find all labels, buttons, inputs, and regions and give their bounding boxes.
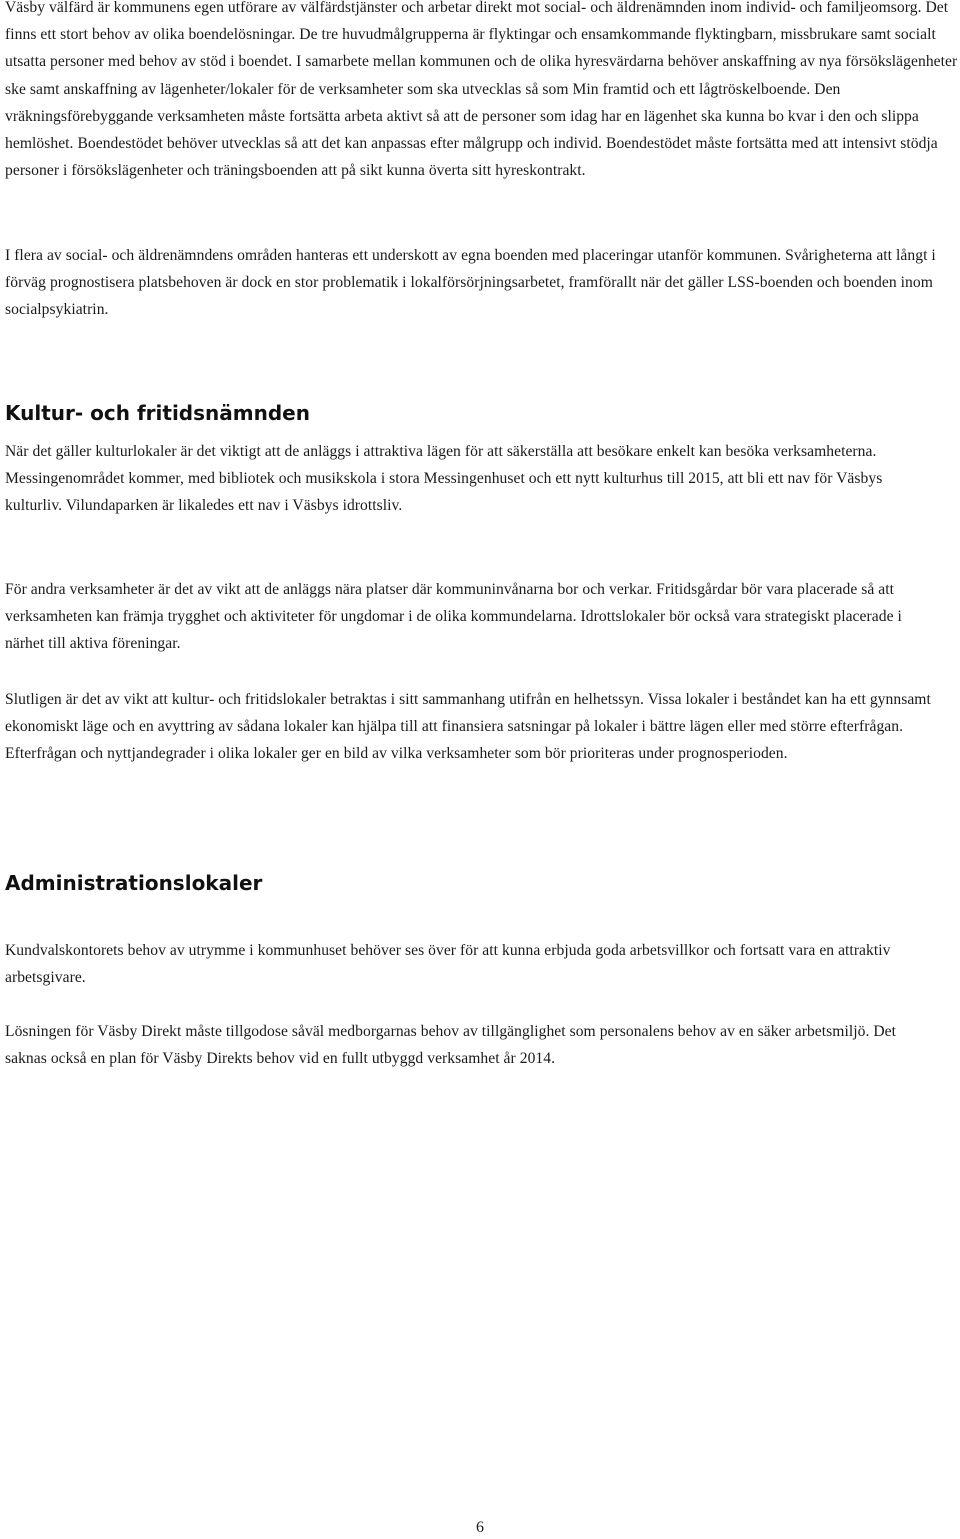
paragraph-andra-verksamheter: För andra verksamheter är det av vikt att de anläggs nära platser där kommuninvånarna bor och verkar. Fritidsgårdar bör vara placerade så att verksamheten kan främja trygghet och aktiviteter för ungdomar i de olika kommundelarna. Idrottslokaler bör också vara strategiskt placerade i närhet till aktiva föreningar. [5,581,902,653]
page-number: 6 [476,1519,484,1536]
paragraph-vasby-direkt: Lösningen för Väsby Direkt måste tillgodose såväl medborgarnas behov av tillgänglighet som personalens behov av en säker arbetsmiljö. Det saknas också en plan för Väsby Direkts behov vid en fullt utbyggd verksamhet år 2014. [5,1023,897,1068]
section-heading-kultur: Kultur- och fritidsnämnden [5,401,310,425]
paragraph-helhetssyn: Slutligen är det av vikt att kultur- och fritidslokaler betraktas i sitt sammanhang utifrån en helhetssyn. Vissa lokaler i beståndet kan ha ett gynnsamt ekonomiskt läge och en avyttring av sådana lokaler kan hjälpa till att finansiera satsningar på lokaler i bättre lägen eller med större efterfrågan. Efterfrågan och nyttjandegrader i olika lokaler ger en bild av vilka verksamheter som bör prioriteras under prognosperioden. [5,691,931,763]
paragraph-kulturlokaler: När det gäller kulturlokaler är det viktigt att de anläggs i attraktiva lägen för att säkerställa att besökare enkelt kan besöka verksamheterna. Messingenområdet kommer, med bibliotek och musikskola i stora Messingenhuset och ett nytt kulturhus till 2015, att bli ett nav för Väsbys kulturliv. Vilundaparken är likaledes ett nav i Väsbys idrottsliv. [5,443,883,515]
section-heading-administration: Administrationslokaler [5,871,263,895]
paragraph-kundvalskontoret: Kundvalskontorets behov av utrymme i kommunhuset behöver ses över för att kunna erbjuda goda arbetsvillkor och fortsatt vara en attraktiv arbetsgivare. [5,942,891,987]
paragraph-underskott: I flera av social- och äldrenämndens områden hanteras ett underskott av egna boenden med placeringar utanför kommunen. Svårigheterna att långt i förväg prognostisera platsbehoven är dock en stor problematik i lokalförsörjningsarbetet, framförallt när det gäller LSS-boenden och boenden inom socialpsykiatrin. [5,247,936,319]
paragraph-valfard: Väsby välfärd är kommunens egen utförare av välfärdstjänster och arbetar direkt mot social- och äldrenämnden inom individ- och familjeomsorg. Det finns ett stort behov av olika boendelösningar. De tre huvudmålgrupperna är flyktingar och ensamkommande flyktingbarn, missbrukare samt socialt utsatta personer med behov av stöd i boendet. I samarbete mellan kommunen och de olika hyresvärdarna behöver anskaffning av nya försökslägenheter ske samt anskaffning av lägenheter/lokaler för de verksamheter som ska utvecklas så som Min framtid och ett lågtröskelboende. Den vräkningsförebyggande verksamheten måste fortsätta arbeta aktivt så att de personer som idag har en lägenhet ska kunna bo kvar i den och slippa hemlöshet. Boendestödet behöver utvecklas så att det kan anpassas efter målgrupp och individ. Boendestödet måste fortsätta med att intensivt stödja personer i försökslägenheter och träningsboenden att på sikt kunna överta sitt hyreskontrakt. [5,0,958,180]
